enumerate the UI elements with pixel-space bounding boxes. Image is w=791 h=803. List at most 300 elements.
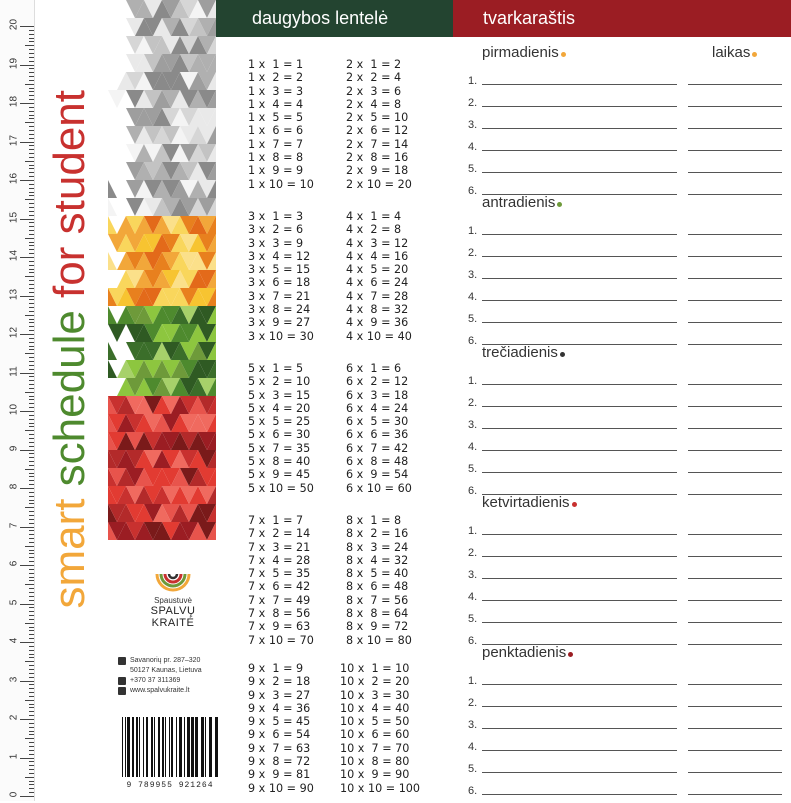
day-name: penktadienis (482, 644, 567, 661)
subject-write-line[interactable] (482, 256, 677, 257)
time-write-line[interactable] (688, 428, 782, 429)
multiplication-line: 5 x 2 = 10 (248, 375, 311, 389)
ruler-tick (29, 118, 34, 119)
time-write-line[interactable] (688, 406, 782, 407)
ruler-tick (29, 654, 34, 655)
time-write-line[interactable] (688, 128, 782, 129)
ruler-tick (29, 503, 34, 504)
ruler-tick (20, 296, 34, 297)
time-write-line[interactable] (688, 472, 782, 473)
schedule-row (462, 432, 782, 454)
multiplication-line: 2 x 9 = 18 (346, 164, 409, 178)
ruler-tick (29, 242, 34, 243)
ruler-tick (29, 476, 34, 477)
ruler-tick (29, 403, 34, 404)
schedule-row (462, 304, 782, 326)
ruler-tick (29, 192, 34, 193)
day-title (482, 44, 566, 61)
time-write-line[interactable] (688, 84, 782, 85)
ruler-tick (29, 419, 34, 420)
ruler-tick (29, 553, 34, 554)
time-write-line[interactable] (688, 578, 782, 579)
ruler-tick (25, 623, 34, 624)
ruler-tick (29, 153, 34, 154)
row-number: 5. (468, 763, 478, 775)
time-write-line[interactable] (688, 600, 782, 601)
ruler-tick (29, 515, 34, 516)
multiplication-line: 8 x 2 = 16 (346, 527, 409, 541)
ruler-tick (29, 399, 34, 400)
multiplication-line: 4 x 2 = 8 (346, 223, 402, 237)
subject-write-line[interactable] (482, 428, 677, 429)
day-title (482, 494, 577, 511)
ruler-tick (29, 272, 34, 273)
ruler-tick (29, 280, 34, 281)
ruler-tick (29, 234, 34, 235)
subject-write-line[interactable] (482, 772, 677, 773)
address-line1: Savanorių pr. 287–320 (130, 657, 201, 664)
time-write-line[interactable] (688, 706, 782, 707)
multiplication-line: 3 x 1 = 3 (248, 210, 304, 223)
barcode-bar (195, 717, 198, 777)
subject-write-line[interactable] (482, 728, 677, 729)
ruler-tick (29, 434, 34, 435)
ruler-tick (29, 461, 34, 462)
multiplication-line: 9 x 5 = 45 (248, 715, 311, 729)
time-write-line[interactable] (688, 794, 782, 795)
ruler-tick (29, 715, 34, 716)
ruler-tick (29, 781, 34, 782)
subject-write-line[interactable] (482, 472, 677, 473)
time-write-line[interactable] (688, 644, 782, 645)
dot-icon (557, 202, 562, 207)
multiplication-table-10 (340, 662, 430, 795)
ruler-tick (29, 107, 34, 108)
row-number: 2. (468, 397, 478, 409)
multiplication-line: 10 x 6 = 60 (340, 728, 410, 742)
phone-number: +370 37 311369 (130, 677, 181, 684)
multiplication-line: 3 x 9 = 27 (248, 316, 311, 330)
ruler-tick (29, 68, 34, 69)
ruler-tick (29, 349, 34, 350)
subject-write-line[interactable] (482, 150, 677, 151)
ruler-tick (25, 45, 34, 46)
row-number: 3. (468, 419, 478, 431)
subject-write-line[interactable] (482, 684, 677, 685)
ruler-tick (29, 380, 34, 381)
ruler-tick (29, 215, 34, 216)
multiplication-line: 1 x 10 = 10 (248, 177, 314, 191)
ruler-tick (29, 195, 34, 196)
ruler-tick (20, 758, 34, 759)
ruler-tick (29, 742, 34, 743)
row-number: 4. (468, 591, 478, 603)
ruler-tick (29, 407, 34, 408)
ruler-tick (29, 357, 34, 358)
multiplication-line: 3 x 8 = 24 (248, 303, 311, 317)
ruler-number: 12 (8, 326, 20, 339)
ruler-tick (29, 530, 34, 531)
ruler-tick (29, 650, 34, 651)
ruler-number: 4 (8, 637, 20, 644)
barcode-bar (205, 717, 206, 777)
multiplication-line: 9 x 9 = 81 (248, 768, 311, 782)
schedule-row (462, 666, 782, 688)
multiplication-line: 10 x 8 = 80 (340, 755, 410, 769)
row-number: 3. (468, 719, 478, 731)
barcode-bar (169, 717, 170, 777)
multiplication-line: 8 x 9 = 72 (346, 620, 409, 634)
row-number: 5. (468, 313, 478, 325)
multiplication-line: 3 x 3 = 9 (248, 236, 304, 250)
time-write-line[interactable] (688, 622, 782, 623)
time-write-line[interactable] (688, 300, 782, 301)
multiplication-line: 1 x 4 = 4 (248, 97, 304, 111)
row-number: 1. (468, 375, 478, 387)
subject-write-line[interactable] (482, 384, 677, 385)
ruler-tick (29, 453, 34, 454)
multiplication-line: 1 x 2 = 2 (248, 71, 304, 85)
day-name: ketvirtadienis (482, 494, 570, 511)
mosaic-triangle (108, 342, 117, 360)
day-name: pirmadienis (482, 44, 559, 61)
time-write-line[interactable] (688, 384, 782, 385)
website: www.spalvukraite.lt (130, 687, 190, 694)
ruler-tick (29, 792, 34, 793)
ruler-number: 17 (8, 134, 20, 146)
barcode-bar (143, 717, 144, 777)
multiplication-line: 6 x 3 = 18 (346, 388, 409, 402)
ruler-tick (29, 754, 34, 755)
subject-write-line[interactable] (482, 106, 677, 107)
ruler-tick (29, 172, 34, 173)
multiplication-line: 10 x 7 = 70 (340, 741, 410, 755)
multiplication-line: 9 x 10 = 90 (248, 781, 314, 795)
row-number: 4. (468, 141, 478, 153)
barcode (116, 715, 224, 793)
ruler-tick (29, 765, 34, 766)
multiplication-line: 5 x 1 = 5 (248, 362, 304, 375)
subject-write-line[interactable] (482, 622, 677, 623)
ruler-tick (29, 607, 34, 608)
ruler-number: 0 (8, 791, 20, 798)
multiplication-line: 7 x 9 = 63 (248, 620, 311, 634)
ruler-tick (20, 334, 34, 335)
multiplication-table-1 (248, 58, 338, 191)
ruler-tick (29, 188, 34, 189)
multiplication-line: 6 x 10 = 60 (346, 481, 412, 495)
schedule-row (462, 282, 782, 304)
subject-write-line[interactable] (482, 300, 677, 301)
ruler-tick (29, 696, 34, 697)
mosaic-triangle (108, 360, 117, 378)
ruler-tick (29, 157, 34, 158)
ruler-tick (29, 569, 34, 570)
publisher-logo (130, 568, 216, 629)
row-number: 6. (468, 785, 478, 797)
time-write-line[interactable] (688, 106, 782, 107)
ruler-tick (29, 711, 34, 712)
multiplication-line: 5 x 9 = 45 (248, 468, 311, 482)
schedule-row (462, 560, 782, 582)
ruler-tick (29, 442, 34, 443)
row-number: 2. (468, 97, 478, 109)
row-number: 2. (468, 697, 478, 709)
day-name: antradienis (482, 194, 556, 211)
row-number: 5. (468, 463, 478, 475)
schedule-row (462, 260, 782, 282)
mosaic-triangle (108, 216, 117, 234)
ruler-tick (29, 596, 34, 597)
barcode-bar (127, 717, 130, 777)
row-number: 5. (468, 163, 478, 175)
ruler-tick (25, 353, 34, 354)
multiplication-line: 10 x 3 = 30 (340, 688, 410, 702)
ruler-tick (29, 542, 34, 543)
multiplication-line: 6 x 1 = 6 (346, 362, 402, 375)
time-write-line[interactable] (688, 256, 782, 257)
ruler-tick (20, 219, 34, 220)
ruler-tick (29, 230, 34, 231)
schedule-row (462, 366, 782, 388)
ruler-tick (20, 373, 34, 374)
ruler-tick (29, 130, 34, 131)
multiplication-line: 1 x 3 = 3 (248, 84, 304, 98)
multiplication-table-4 (346, 210, 436, 343)
ruler-tick (29, 91, 34, 92)
barcode-bar (162, 717, 164, 777)
ruler-tick (25, 161, 34, 162)
subject-write-line[interactable] (482, 450, 677, 451)
row-number: 3. (468, 569, 478, 581)
subject-write-line[interactable] (482, 172, 677, 173)
ruler-tick (29, 646, 34, 647)
time-write-line[interactable] (688, 534, 782, 535)
multiplication-line: 5 x 7 = 35 (248, 441, 311, 455)
ruler-tick (29, 784, 34, 785)
brand-word-student: student (45, 90, 94, 235)
ruler-tick (29, 669, 34, 670)
time-write-line[interactable] (688, 344, 782, 345)
ruler-number: 2 (8, 714, 20, 721)
ruler-tick (29, 519, 34, 520)
barcode-bar (132, 717, 134, 777)
ruler-number: 6 (8, 560, 20, 567)
row-number: 2. (468, 547, 478, 559)
multiplication-table-header: daugybos lentelė (216, 0, 453, 37)
ruler-tick (29, 492, 34, 493)
time-write-line[interactable] (688, 194, 782, 195)
multiplication-line: 4 x 7 = 28 (346, 289, 409, 303)
ruler-tick (25, 199, 34, 200)
ruler-tick (20, 681, 34, 682)
ruler-tick (29, 473, 34, 474)
barcode-bar (171, 717, 173, 777)
multiplication-line: 4 x 6 = 24 (346, 276, 409, 290)
ruler-number: 5 (8, 599, 20, 605)
dot-icon (568, 652, 573, 657)
multiplication-line: 5 x 6 = 30 (248, 428, 311, 442)
subject-write-line[interactable] (482, 128, 677, 129)
ruler-tick (29, 538, 34, 539)
multiplication-line: 5 x 4 = 20 (248, 401, 311, 415)
subject-write-line[interactable] (482, 322, 677, 323)
ruler-tick (29, 319, 34, 320)
time-write-line[interactable] (688, 450, 782, 451)
ruler-tick (29, 396, 34, 397)
time-write-line[interactable] (688, 684, 782, 685)
ruler-tick (29, 222, 34, 223)
ruler-number: 9 (8, 445, 20, 451)
mosaic-triangle (108, 180, 117, 198)
time-write-line[interactable] (688, 494, 782, 495)
dot-icon (560, 352, 565, 357)
multiplication-line: 4 x 4 = 16 (346, 249, 409, 263)
ruler-tick (29, 750, 34, 751)
schedule-row (462, 154, 782, 176)
barcode-bar (209, 717, 212, 777)
multiplication-line: 10 x 1 = 10 (340, 662, 410, 675)
ruler-tick (29, 288, 34, 289)
multiplication-line: 2 x 2 = 4 (346, 71, 402, 85)
mosaic-triangle (108, 324, 126, 342)
multiplication-line: 3 x 2 = 6 (248, 223, 304, 237)
time-write-line[interactable] (688, 556, 782, 557)
ruler-tick (29, 550, 34, 551)
mosaic-triangle (108, 306, 117, 324)
multiplication-line: 7 x 6 = 42 (248, 580, 311, 594)
multiplication-line: 8 x 5 = 40 (346, 567, 409, 581)
schedule-row (462, 710, 782, 732)
ruler-tick (29, 707, 34, 708)
multiplication-line: 7 x 5 = 35 (248, 567, 311, 581)
multiplication-line: 9 x 7 = 63 (248, 741, 311, 755)
barcode-bar (201, 717, 204, 777)
multiplication-line: 1 x 8 = 8 (248, 151, 304, 165)
schedule-row (462, 688, 782, 710)
subject-write-line[interactable] (482, 406, 677, 407)
ruler-tick (29, 384, 34, 385)
ruler-tick (20, 142, 34, 143)
ruler-tick (25, 546, 34, 547)
ruler-tick (29, 115, 34, 116)
subject-write-line[interactable] (482, 278, 677, 279)
barcode-bar (165, 717, 166, 777)
ruler-tick (29, 53, 34, 54)
subject-write-line[interactable] (482, 706, 677, 707)
ruler-tick (29, 376, 34, 377)
multiplication-line: 2 x 7 = 14 (346, 137, 409, 151)
ruler-tick (25, 122, 34, 123)
row-number: 6. (468, 335, 478, 347)
multiplication-line: 1 x 7 = 7 (248, 137, 304, 151)
ruler-tick (29, 692, 34, 693)
subject-write-line[interactable] (482, 84, 677, 85)
mosaic-triangle (108, 198, 117, 216)
row-number: 3. (468, 119, 478, 131)
subject-write-line[interactable] (482, 750, 677, 751)
multiplication-line: 9 x 2 = 18 (248, 675, 311, 689)
multiplication-line: 8 x 7 = 56 (346, 593, 409, 607)
barcode-bar (191, 717, 194, 777)
schedule-row (462, 216, 782, 238)
multiplication-line: 3 x 5 = 15 (248, 263, 311, 277)
ruler-tick (29, 369, 34, 370)
ruler-tick (29, 484, 34, 485)
publisher-name: SPALVŲ KRAITĖ (150, 605, 196, 629)
multiplication-line: 2 x 10 = 20 (346, 177, 412, 191)
ruler-tick (25, 584, 34, 585)
ruler-tick (29, 580, 34, 581)
ruler-tick (29, 592, 34, 593)
ruler-tick (25, 661, 34, 662)
multiplication-line: 4 x 1 = 4 (346, 210, 402, 223)
multiplication-line: 6 x 8 = 48 (346, 455, 409, 469)
subject-write-line[interactable] (482, 556, 677, 557)
ruler-tick (25, 738, 34, 739)
ruler-tick (25, 700, 34, 701)
ruler-tick (29, 577, 34, 578)
multiplication-line: 10 x 9 = 90 (340, 768, 410, 782)
ruler-tick (29, 534, 34, 535)
time-write-line[interactable] (688, 322, 782, 323)
schedule-row (462, 66, 782, 88)
publisher-sub: Spaustuvė (154, 596, 192, 605)
time-write-line[interactable] (688, 278, 782, 279)
ruler-tick (29, 342, 34, 343)
ruler-tick (29, 126, 34, 127)
ruler-tick (29, 184, 34, 185)
ruler-tick (29, 465, 34, 466)
barcode-bar (125, 717, 126, 777)
subject-write-line[interactable] (482, 578, 677, 579)
ruler-tick (29, 38, 34, 39)
schedule-row (462, 410, 782, 432)
ruler-number: 11 (8, 365, 20, 377)
subject-write-line[interactable] (482, 794, 677, 795)
ruler-tick (20, 26, 34, 27)
subject-write-line[interactable] (482, 534, 677, 535)
multiplication-line: 3 x 10 = 30 (248, 329, 314, 343)
time-write-line[interactable] (688, 728, 782, 729)
time-write-line[interactable] (688, 172, 782, 173)
ruler-tick (20, 257, 34, 258)
ruler-tick (29, 326, 34, 327)
ruler-tick (20, 796, 34, 797)
row-number: 4. (468, 291, 478, 303)
ruler-number: 7 (8, 522, 20, 528)
time-write-line[interactable] (688, 750, 782, 751)
time-write-line[interactable] (688, 234, 782, 235)
ruler-tick (29, 138, 34, 139)
subject-write-line[interactable] (482, 600, 677, 601)
ruler-tick (29, 634, 34, 635)
ruler-tick (20, 642, 34, 643)
ruler-tick (29, 57, 34, 58)
multiplication-line: 4 x 5 = 20 (346, 263, 409, 277)
subject-write-line[interactable] (482, 234, 677, 235)
multiplication-line: 8 x 4 = 32 (346, 553, 409, 567)
time-write-line[interactable] (688, 772, 782, 773)
ruler-tick (20, 719, 34, 720)
ruler-tick (29, 657, 34, 658)
time-write-line[interactable] (688, 150, 782, 151)
schedule-header: tvarkaraštis (453, 0, 791, 37)
ruler-tick (25, 392, 34, 393)
ruler-tick (29, 88, 34, 89)
ruler-tick (20, 527, 34, 528)
ruler-tick (20, 411, 34, 412)
